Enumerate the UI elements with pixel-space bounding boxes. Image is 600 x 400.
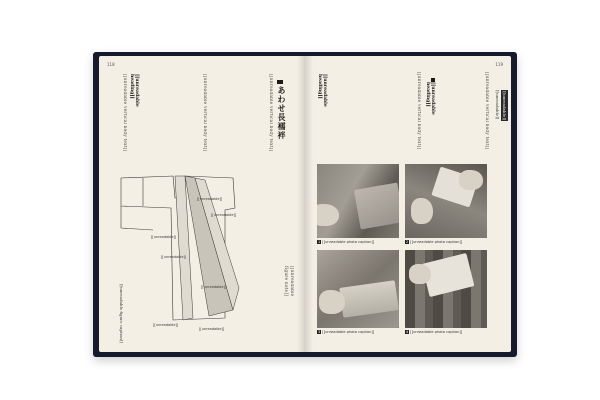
section-tab: [[unreadable]] — [502, 91, 507, 121]
pattern-label-f: [[unreadable]] — [153, 323, 179, 327]
photo-2-hand-left — [411, 198, 433, 224]
photo-1-fold — [354, 182, 399, 229]
photo-1-caption-text: [[unreadable photo caption]] — [322, 240, 375, 244]
sewing-pattern-diagram — [113, 168, 263, 338]
left-body-text-2: [[unreadable vertical body text]] — [202, 74, 207, 152]
pattern-label-b: [[unreadable]] — [211, 213, 237, 217]
left-body-text-1: [[unreadable vertical body text]] — [268, 74, 273, 152]
photo-1-number: 1 — [318, 240, 321, 244]
photo-1-hand — [317, 204, 339, 226]
photo-4-number: 4 — [406, 330, 409, 334]
photo-1 — [317, 164, 399, 238]
photo-2 — [405, 164, 487, 238]
photo-2-caption-text: [[unreadable photo caption]] — [410, 240, 463, 244]
left-page — [99, 56, 305, 352]
right-body-text-1: [[unreadable vertical body text]] — [484, 72, 489, 150]
right-page — [305, 56, 511, 352]
right-subheading-2: [[unreadable heading]] — [317, 74, 327, 107]
photo-2-caption — [405, 240, 462, 244]
photo-1-caption — [317, 240, 374, 244]
pattern-label-c: [[unreadable]] — [151, 235, 177, 239]
left-figure-note: [[unreadable figure note]] — [283, 266, 294, 297]
photo-3 — [317, 250, 399, 328]
left-figure-caption: [[unreadable figure caption]] — [119, 284, 124, 343]
photo-4-caption-text: [[unreadable photo caption]] — [410, 330, 463, 334]
left-page-title: あわせ長襦袢 — [277, 86, 287, 140]
title-marker — [277, 80, 283, 84]
photo-3-caption-text: [[unreadable photo caption]] — [322, 330, 375, 334]
photo-4 — [405, 250, 487, 328]
right-subheading-1: [[unreadable heading]] — [425, 82, 435, 115]
photo-4-hand — [409, 264, 431, 284]
photo-3-number: 3 — [318, 330, 321, 334]
left-body-text-3: [[unreadable vertical body text]] — [122, 74, 127, 152]
right-page-number: 119 — [495, 62, 503, 67]
pattern-label-g: [[unreadable]] — [199, 327, 225, 331]
pattern-label-a: [[unreadable]] — [197, 197, 223, 201]
pattern-label-d: [[unreadable]] — [161, 255, 187, 259]
photo-3-caption — [317, 330, 374, 334]
pattern-label-e: [[unreadable]] — [201, 285, 227, 289]
photo-3-hand — [319, 290, 345, 314]
section-tab-label: [[unreadable]] — [495, 90, 500, 120]
photo-2-hand-top — [459, 170, 483, 190]
photo-2-number: 2 — [406, 240, 409, 244]
left-page-number: 118 — [107, 62, 115, 67]
right-body-text-2: [[unreadable vertical body text]] — [416, 72, 421, 150]
photo-4-caption — [405, 330, 462, 334]
left-subheading: [[unreadable heading]] — [129, 74, 139, 107]
